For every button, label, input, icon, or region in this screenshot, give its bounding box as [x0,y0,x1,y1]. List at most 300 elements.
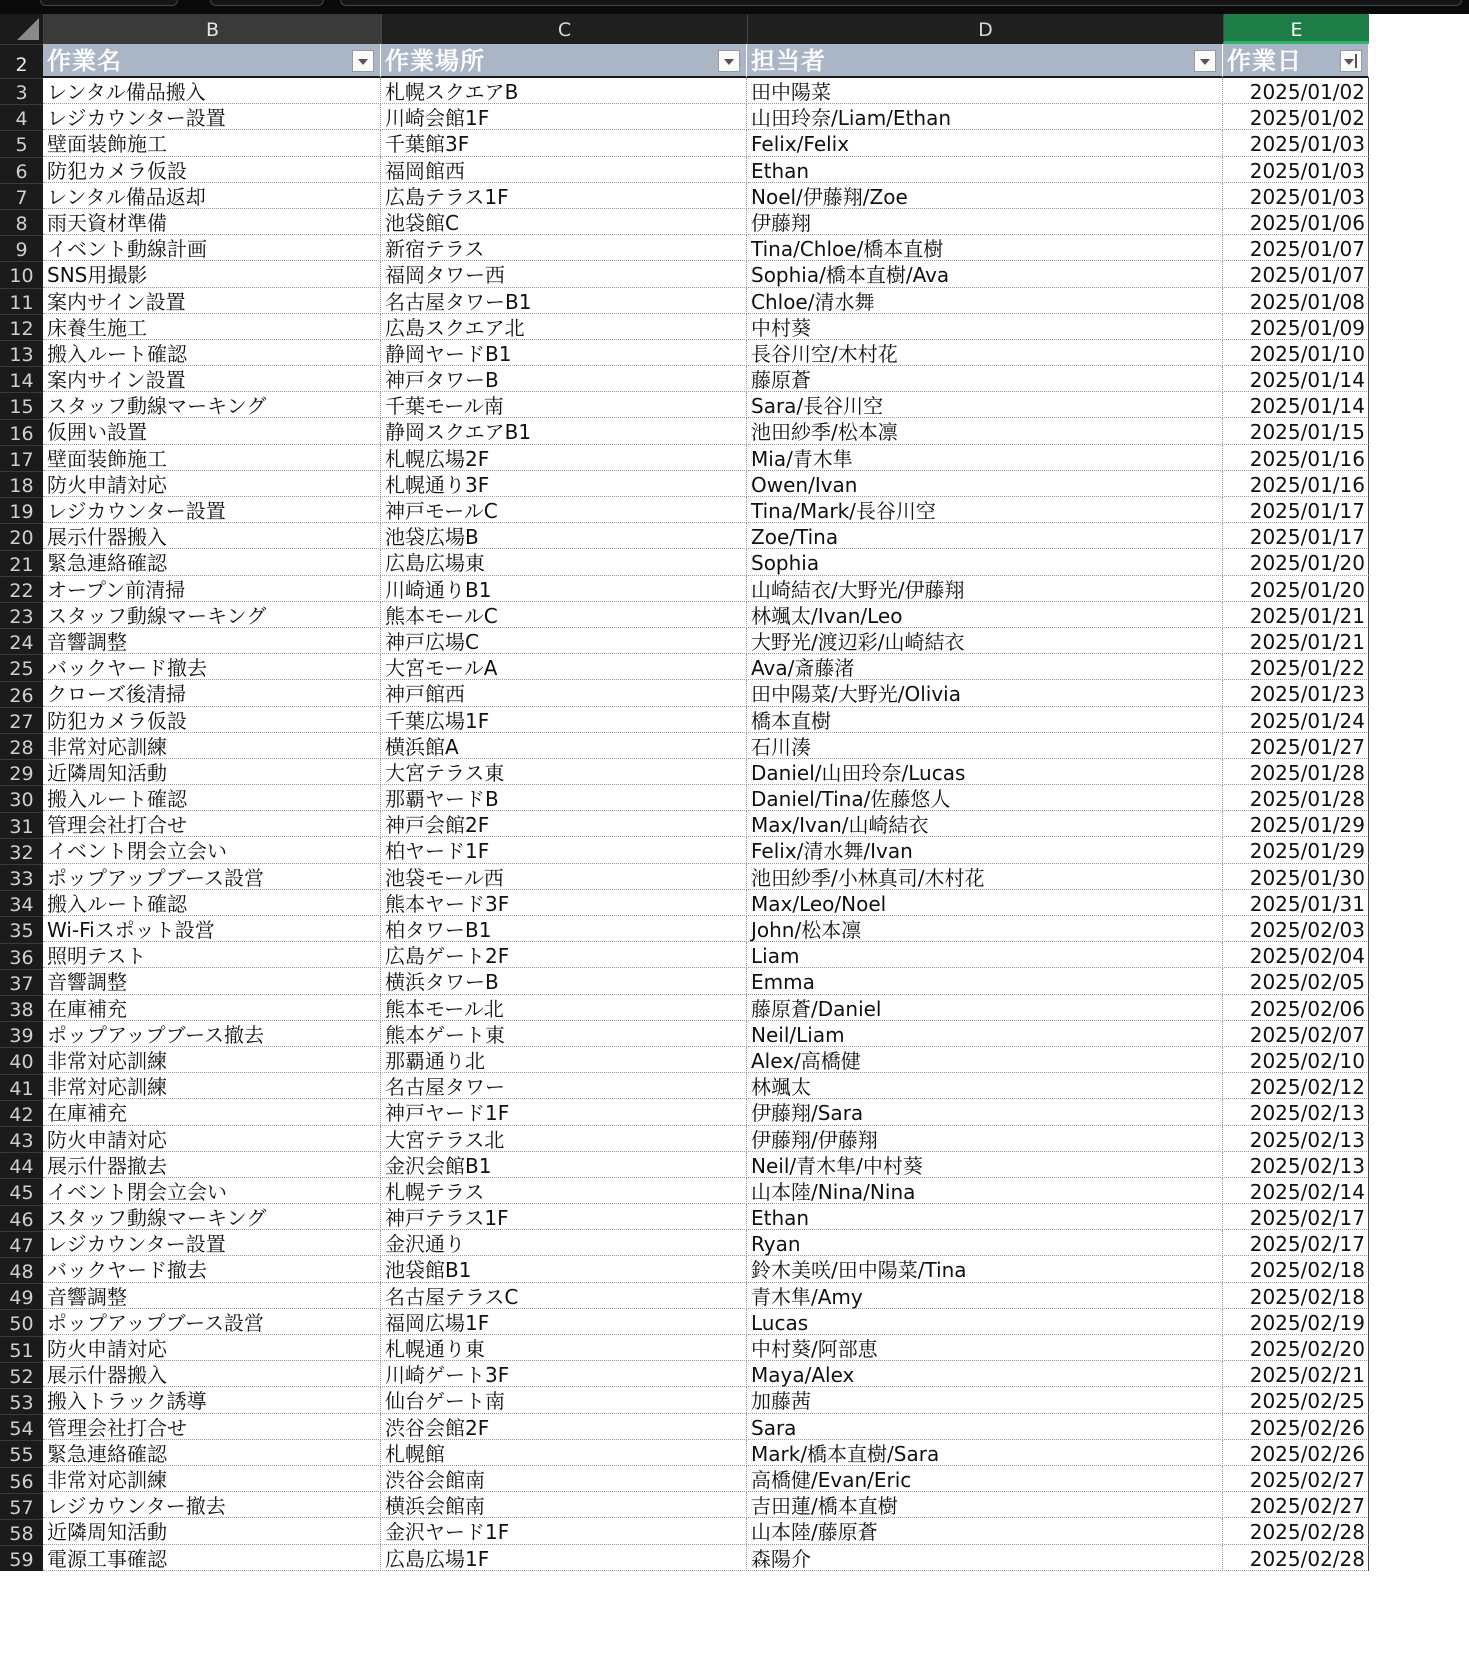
cell-location[interactable]: 金沢ヤード1F [381,1518,747,1544]
cell-staff[interactable]: Owen/Ivan [747,471,1223,497]
cell-staff[interactable]: Ava/斎藤渚 [747,654,1223,680]
row-header[interactable]: 7 [0,183,43,209]
cell-location[interactable]: 名古屋タワーB1 [381,288,747,314]
cell-location[interactable]: 札幌スクエアB [381,78,747,104]
cell-task[interactable]: レジカウンター設置 [43,104,381,130]
cell-location[interactable]: 熊本ゲート東 [381,1021,747,1047]
row-header[interactable]: 29 [0,759,43,785]
cell-date[interactable]: 2025/01/20 [1223,576,1369,602]
cell-staff[interactable]: 森陽介 [747,1545,1223,1571]
cell-location[interactable]: 神戸会館2F [381,811,747,837]
cell-task[interactable]: ポップアップブース撤去 [43,1021,381,1047]
sort-filter-button[interactable] [1340,50,1362,72]
cell-date[interactable]: 2025/01/03 [1223,157,1369,183]
cell-date[interactable]: 2025/01/21 [1223,628,1369,654]
cell-date[interactable]: 2025/02/27 [1223,1466,1369,1492]
cell-staff[interactable]: Mark/橋本直樹/Sara [747,1440,1223,1466]
cell-date[interactable]: 2025/02/26 [1223,1414,1369,1440]
cell-task[interactable]: スタッフ動線マーキング [43,1204,381,1230]
cell-date[interactable]: 2025/01/09 [1223,314,1369,340]
cell-date[interactable]: 2025/01/29 [1223,837,1369,863]
cell-location[interactable]: 神戸テラス1F [381,1204,747,1230]
cell-staff[interactable]: John/松本凛 [747,916,1223,942]
cell-location[interactable]: 池袋モール西 [381,864,747,890]
cell-date[interactable]: 2025/01/02 [1223,78,1369,104]
cell-task[interactable]: スタッフ動線マーキング [43,602,381,628]
cell-task[interactable]: 壁面装飾施工 [43,445,381,471]
cell-date[interactable]: 2025/02/21 [1223,1361,1369,1387]
cell-date[interactable]: 2025/02/06 [1223,995,1369,1021]
cell-location[interactable]: 名古屋テラスC [381,1283,747,1309]
row-header[interactable]: 55 [0,1440,43,1466]
cell-location[interactable]: 福岡館西 [381,157,747,183]
cell-location[interactable]: 神戸館西 [381,680,747,706]
cell-task[interactable]: 在庫補充 [43,1099,381,1125]
cell-date[interactable]: 2025/01/14 [1223,366,1369,392]
row-header[interactable]: 37 [0,969,43,995]
cell-date[interactable]: 2025/01/22 [1223,654,1369,680]
row-header[interactable]: 40 [0,1047,43,1073]
column-header-d[interactable]: D [747,14,1223,44]
cell-task[interactable]: バックヤード撤去 [43,1256,381,1282]
cell-date[interactable]: 2025/01/28 [1223,759,1369,785]
cell-task[interactable]: イベント閉会立会い [43,837,381,863]
cell-date[interactable]: 2025/01/31 [1223,890,1369,916]
cell-staff[interactable]: Sara [747,1414,1223,1440]
cell-location[interactable]: 広島ゲート2F [381,942,747,968]
column-header-b[interactable]: B [43,14,381,44]
cell-staff[interactable]: Sophia/橋本直樹/Ava [747,261,1223,287]
cell-staff[interactable]: Alex/高橋健 [747,1047,1223,1073]
cell-task[interactable]: オープン前清掃 [43,576,381,602]
cell-staff[interactable]: 池田紗季/小林真司/木村花 [747,864,1223,890]
toolbar-tab[interactable] [40,0,178,6]
cell-location[interactable]: 那覇ヤードB [381,785,747,811]
row-header[interactable]: 10 [0,261,43,287]
cell-task[interactable]: レンタル備品返却 [43,183,381,209]
cell-location[interactable]: 福岡タワー西 [381,261,747,287]
cell-task[interactable]: 搬入ルート確認 [43,340,381,366]
cell-date[interactable]: 2025/01/17 [1223,523,1369,549]
cell-staff[interactable]: Daniel/山田玲奈/Lucas [747,759,1223,785]
column-header-c[interactable]: C [381,14,747,44]
cell-staff[interactable]: Neil/Liam [747,1021,1223,1047]
row-header[interactable]: 43 [0,1126,43,1152]
cell-staff[interactable]: 青木隼/Amy [747,1283,1223,1309]
cell-location[interactable]: 福岡広場1F [381,1309,747,1335]
cell-location[interactable]: 神戸モールC [381,497,747,523]
row-header[interactable]: 24 [0,628,43,654]
cell-location[interactable]: 柏ヤード1F [381,837,747,863]
cell-date[interactable]: 2025/02/07 [1223,1021,1369,1047]
cell-staff[interactable]: Emma [747,968,1223,994]
row-header[interactable]: 52 [0,1362,43,1388]
toolbar-tab[interactable] [210,0,324,6]
row-header[interactable]: 3 [0,78,43,104]
cell-date[interactable]: 2025/01/02 [1223,104,1369,130]
cell-staff[interactable]: Tina/Mark/長谷川空 [747,497,1223,523]
cell-task[interactable]: 床養生施工 [43,314,381,340]
cell-date[interactable]: 2025/01/27 [1223,733,1369,759]
cell-date[interactable]: 2025/02/20 [1223,1335,1369,1361]
cell-location[interactable]: 札幌通り3F [381,471,747,497]
cell-date[interactable]: 2025/01/10 [1223,340,1369,366]
cell-date[interactable]: 2025/01/06 [1223,209,1369,235]
cell-task[interactable]: 非常対応訓練 [43,1073,381,1099]
cell-date[interactable]: 2025/02/13 [1223,1099,1369,1125]
row-header[interactable]: 47 [0,1231,43,1257]
cell-task[interactable]: 近隣周知活動 [43,1518,381,1544]
cell-date[interactable]: 2025/02/18 [1223,1256,1369,1282]
cell-location[interactable]: 横浜館A [381,733,747,759]
cell-location[interactable]: 札幌テラス [381,1178,747,1204]
cell-location[interactable]: 那覇通り北 [381,1047,747,1073]
table-row [43,1256,1369,1282]
cell-task[interactable]: レンタル備品搬入 [43,78,381,104]
cell-staff[interactable]: 伊藤翔/Sara [747,1099,1223,1125]
cell-location[interactable]: 新宿テラス [381,235,747,261]
cell-location[interactable]: 大宮テラス北 [381,1126,747,1152]
cell-task[interactable]: Wi-Fiスポット設営 [43,916,381,942]
cell-staff[interactable]: Daniel/Tina/佐藤悠人 [747,785,1223,811]
cell-task[interactable]: 展示什器撤去 [43,1152,381,1178]
cell-task[interactable]: イベント動線計画 [43,235,381,261]
cell-location[interactable]: 札幌通り東 [381,1335,747,1361]
cell-task[interactable]: 電源工事確認 [43,1545,381,1571]
cell-location[interactable]: 広島広場東 [381,549,747,575]
cell-task[interactable]: 照明テスト [43,942,381,968]
cell-task[interactable]: 防火申請対応 [43,1126,381,1152]
row-header[interactable]: 15 [0,392,43,418]
row-header[interactable]: 38 [0,995,43,1021]
cell-staff[interactable]: 池田紗季/松本凛 [747,418,1223,444]
cell-location[interactable]: 柏タワーB1 [381,916,747,942]
cell-location[interactable]: 千葉広場1F [381,707,747,733]
cell-location[interactable]: 広島スクエア北 [381,314,747,340]
cell-location[interactable]: 熊本ヤード3F [381,890,747,916]
cell-staff[interactable]: Maya/Alex [747,1361,1223,1387]
cell-task[interactable]: 壁面装飾施工 [43,130,381,156]
row-header[interactable]: 5 [0,130,43,156]
row-header[interactable]: 46 [0,1205,43,1231]
cell-location[interactable]: 千葉館3F [381,130,747,156]
row-header[interactable]: 4 [0,104,43,130]
cell-location[interactable]: 川崎通りB1 [381,576,747,602]
filter-dropdown-button[interactable] [352,50,374,72]
row-header[interactable]: 16 [0,419,43,445]
cell-location[interactable]: 渋谷会館南 [381,1466,747,1492]
row-header[interactable]: 48 [0,1257,43,1283]
row-header[interactable]: 19 [0,497,43,523]
cell-staff[interactable]: 中村葵 [747,314,1223,340]
cell-location[interactable]: 仙台ゲート南 [381,1387,747,1413]
cell-staff[interactable]: Noel/伊藤翔/Zoe [747,183,1223,209]
row-header[interactable]: 59 [0,1545,43,1571]
row-header[interactable]: 33 [0,864,43,890]
cell-staff[interactable]: 吉田蓮/橋本直樹 [747,1492,1223,1518]
cell-staff[interactable]: 山崎結衣/大野光/伊藤翔 [747,576,1223,602]
row-header[interactable]: 41 [0,1074,43,1100]
row-header[interactable]: 20 [0,523,43,549]
row-header[interactable]: 21 [0,550,43,576]
cell-location[interactable]: 横浜タワーB [381,968,747,994]
cell-staff[interactable]: Neil/青木隼/中村葵 [747,1152,1223,1178]
cell-date[interactable]: 2025/02/28 [1223,1545,1369,1571]
cell-date[interactable]: 2025/01/14 [1223,392,1369,418]
cell-staff[interactable]: 大野光/渡辺彩/山崎結衣 [747,628,1223,654]
row-header[interactable]: 26 [0,681,43,707]
row-header[interactable]: 27 [0,707,43,733]
row-header[interactable]: 23 [0,602,43,628]
cell-location[interactable]: 川崎会館1F [381,104,747,130]
cell-location[interactable]: 千葉モール南 [381,392,747,418]
cell-date[interactable]: 2025/02/17 [1223,1204,1369,1230]
row-header[interactable]: 35 [0,916,43,942]
cell-task[interactable]: 展示什器搬入 [43,523,381,549]
cell-date[interactable]: 2025/01/23 [1223,680,1369,706]
cell-date[interactable]: 2025/01/30 [1223,864,1369,890]
cell-date[interactable]: 2025/02/12 [1223,1073,1369,1099]
cell-task[interactable]: 仮囲い設置 [43,418,381,444]
row-header[interactable]: 13 [0,340,43,366]
cell-staff[interactable]: 石川湊 [747,733,1223,759]
select-all-button[interactable] [0,14,43,44]
column-header-e[interactable]: E [1223,14,1369,44]
cell-staff[interactable]: Tina/Chloe/橋本直樹 [747,235,1223,261]
cell-date[interactable]: 2025/02/25 [1223,1387,1369,1413]
cell-staff[interactable]: 加藤茜 [747,1387,1223,1413]
cell-staff[interactable]: Chloe/清水舞 [747,288,1223,314]
cell-staff[interactable]: 山本陸/藤原蒼 [747,1518,1223,1544]
cell-task[interactable]: 雨天資材準備 [43,209,381,235]
cell-task[interactable]: 非常対応訓練 [43,1047,381,1073]
cell-location[interactable]: 広島テラス1F [381,183,747,209]
cell-date[interactable]: 2025/02/04 [1223,942,1369,968]
cell-task[interactable]: 緊急連絡確認 [43,549,381,575]
cell-location[interactable]: 神戸広場C [381,628,747,654]
cell-task[interactable]: レジカウンター設置 [43,497,381,523]
cell-staff[interactable]: 藤原蒼 [747,366,1223,392]
cell-location[interactable]: 静岡ヤードB1 [381,340,747,366]
cell-date[interactable]: 2025/01/17 [1223,497,1369,523]
cell-staff[interactable]: Zoe/Tina [747,523,1223,549]
cell-location[interactable]: 広島広場1F [381,1545,747,1571]
filter-dropdown-button[interactable] [718,50,740,72]
cell-staff[interactable]: 藤原蒼/Daniel [747,995,1223,1021]
cell-date[interactable]: 2025/01/20 [1223,549,1369,575]
cell-task[interactable]: 管理会社打合せ [43,811,381,837]
filter-dropdown-button[interactable] [1194,50,1216,72]
cell-date[interactable]: 2025/02/03 [1223,916,1369,942]
cell-task[interactable]: 案内サイン設置 [43,366,381,392]
cell-location[interactable]: 名古屋タワー [381,1073,747,1099]
row-header[interactable]: 12 [0,314,43,340]
cell-location[interactable]: 熊本モール北 [381,995,747,1021]
row-header[interactable]: 58 [0,1519,43,1545]
row-header[interactable]: 44 [0,1152,43,1178]
cell-staff[interactable]: 鈴木美咲/田中陽菜/Tina [747,1256,1223,1282]
cell-location[interactable]: 金沢会館B1 [381,1152,747,1178]
cell-date[interactable]: 2025/02/19 [1223,1309,1369,1335]
row-header[interactable]: 30 [0,785,43,811]
cell-task[interactable]: 音響調整 [43,1283,381,1309]
cell-location[interactable]: 札幌館 [381,1440,747,1466]
cell-staff[interactable]: 田中陽菜/大野光/Olivia [747,680,1223,706]
cell-task[interactable]: 音響調整 [43,628,381,654]
row-header[interactable]: 2 [0,44,43,78]
row-header[interactable]: 50 [0,1309,43,1335]
cell-staff[interactable]: 林颯太/Ivan/Leo [747,602,1223,628]
cell-task[interactable]: バックヤード撤去 [43,654,381,680]
cell-location[interactable]: 大宮テラス東 [381,759,747,785]
cell-task[interactable]: 非常対応訓練 [43,1466,381,1492]
cell-staff[interactable]: Liam [747,942,1223,968]
row-header[interactable]: 11 [0,288,43,314]
cell-staff[interactable]: 田中陽菜 [747,78,1223,104]
cell-staff[interactable]: Sophia [747,549,1223,575]
cell-staff[interactable]: 高橋健/Evan/Eric [747,1466,1223,1492]
cell-task[interactable]: レジカウンター撤去 [43,1492,381,1518]
cell-staff[interactable]: 長谷川空/木村花 [747,340,1223,366]
cell-date[interactable]: 2025/02/10 [1223,1047,1369,1073]
row-header[interactable]: 34 [0,890,43,916]
cell-date[interactable]: 2025/02/17 [1223,1230,1369,1256]
cell-location[interactable]: 金沢通り [381,1230,747,1256]
row-header[interactable]: 8 [0,209,43,235]
cell-date[interactable]: 2025/01/24 [1223,707,1369,733]
cell-date[interactable]: 2025/02/05 [1223,968,1369,994]
cell-task[interactable]: 管理会社打合せ [43,1414,381,1440]
cell-task[interactable]: ポップアップブース設営 [43,1309,381,1335]
cell-location[interactable]: 神戸ヤード1F [381,1099,747,1125]
cell-location[interactable]: 池袋館C [381,209,747,235]
row-header[interactable]: 32 [0,838,43,864]
row-header[interactable]: 57 [0,1493,43,1519]
cell-staff[interactable]: 伊藤翔/伊藤翔 [747,1126,1223,1152]
cell-date[interactable]: 2025/01/07 [1223,235,1369,261]
cell-date[interactable]: 2025/01/29 [1223,811,1369,837]
row-header[interactable]: 17 [0,445,43,471]
cell-task[interactable]: 非常対応訓練 [43,733,381,759]
row-header[interactable]: 42 [0,1100,43,1126]
cell-staff[interactable]: Mia/青木隼 [747,445,1223,471]
cell-task[interactable]: 近隣周知活動 [43,759,381,785]
row-header[interactable]: 18 [0,471,43,497]
cell-task[interactable]: クローズ後清掃 [43,680,381,706]
cell-task[interactable]: 搬入ルート確認 [43,890,381,916]
cell-date[interactable]: 2025/01/08 [1223,288,1369,314]
cell-date[interactable]: 2025/02/18 [1223,1283,1369,1309]
row-header[interactable]: 51 [0,1336,43,1362]
cell-location[interactable]: 川崎ゲート3F [381,1361,747,1387]
row-header[interactable]: 6 [0,157,43,183]
row-header[interactable]: 36 [0,943,43,969]
cell-date[interactable]: 2025/02/13 [1223,1152,1369,1178]
row-header[interactable]: 31 [0,812,43,838]
table-row [43,340,1369,366]
cell-location[interactable]: 池袋館B1 [381,1256,747,1282]
cell-date[interactable]: 2025/02/26 [1223,1440,1369,1466]
cell-location[interactable]: 静岡スクエアB1 [381,418,747,444]
row-header[interactable]: 49 [0,1283,43,1309]
cell-task[interactable]: 案内サイン設置 [43,288,381,314]
cell-location[interactable]: 熊本モールC [381,602,747,628]
cell-date[interactable]: 2025/01/28 [1223,785,1369,811]
cell-date[interactable]: 2025/01/16 [1223,471,1369,497]
row-header[interactable]: 14 [0,366,43,392]
cell-task[interactable]: 展示什器搬入 [43,1361,381,1387]
row-header[interactable]: 9 [0,235,43,261]
cell-task[interactable]: 防火申請対応 [43,1335,381,1361]
row-header[interactable]: 22 [0,576,43,602]
cell-task[interactable]: レジカウンター設置 [43,1230,381,1256]
cell-staff[interactable]: Ethan [747,1204,1223,1230]
formula-bar[interactable] [340,0,1462,6]
cell-staff[interactable]: 山田玲奈/Liam/Ethan [747,104,1223,130]
cell-staff[interactable]: Sara/長谷川空 [747,392,1223,418]
cell-task[interactable]: 搬入トラック誘導 [43,1387,381,1413]
row-header[interactable]: 45 [0,1178,43,1204]
cell-staff[interactable]: Felix/清水舞/Ivan [747,837,1223,863]
row-header[interactable]: 25 [0,654,43,680]
cell-location[interactable]: 池袋広場B [381,523,747,549]
cell-task[interactable]: SNS用撮影 [43,261,381,287]
cell-task[interactable]: 防犯カメラ仮設 [43,157,381,183]
cell-task[interactable]: 音響調整 [43,968,381,994]
cell-date[interactable]: 2025/01/07 [1223,261,1369,287]
cell-location[interactable]: 大宮モールA [381,654,747,680]
row-header[interactable]: 28 [0,733,43,759]
cell-staff[interactable]: Lucas [747,1309,1223,1335]
cell-date[interactable]: 2025/02/28 [1223,1518,1369,1544]
cell-staff[interactable]: 中村葵/阿部恵 [747,1335,1223,1361]
row-header[interactable]: 54 [0,1414,43,1440]
cell-task[interactable]: 搬入ルート確認 [43,785,381,811]
cell-staff[interactable]: 伊藤翔 [747,209,1223,235]
row-header[interactable]: 53 [0,1388,43,1414]
cell-date[interactable]: 2025/01/15 [1223,418,1369,444]
cell-staff[interactable]: 山本陸/Nina/Nina [747,1178,1223,1204]
row-header[interactable]: 56 [0,1467,43,1493]
cell-date[interactable]: 2025/01/03 [1223,183,1369,209]
cell-date[interactable]: 2025/02/27 [1223,1492,1369,1518]
cell-task[interactable]: 防火申請対応 [43,471,381,497]
cell-location[interactable]: 渋谷会館2F [381,1414,747,1440]
cell-staff[interactable]: Ethan [747,157,1223,183]
row-header[interactable]: 39 [0,1021,43,1047]
cell-staff[interactable]: Ryan [747,1230,1223,1256]
cell-date[interactable]: 2025/01/16 [1223,445,1369,471]
cell-task[interactable]: イベント閉会立会い [43,1178,381,1204]
cell-task[interactable]: スタッフ動線マーキング [43,392,381,418]
cell-location[interactable]: 神戸タワーB [381,366,747,392]
cell-task[interactable]: 在庫補充 [43,995,381,1021]
cell-staff[interactable]: Max/Leo/Noel [747,890,1223,916]
cell-staff[interactable]: 林颯太 [747,1073,1223,1099]
cell-staff[interactable]: Felix/Felix [747,130,1223,156]
cell-date[interactable]: 2025/02/14 [1223,1178,1369,1204]
cell-location[interactable]: 札幌広場2F [381,445,747,471]
cell-staff[interactable]: 橋本直樹 [747,707,1223,733]
cell-task[interactable]: ポップアップブース設営 [43,864,381,890]
cell-date[interactable]: 2025/01/03 [1223,130,1369,156]
cell-task[interactable]: 防犯カメラ仮設 [43,707,381,733]
cell-task[interactable]: 緊急連絡確認 [43,1440,381,1466]
cell-date[interactable]: 2025/02/13 [1223,1126,1369,1152]
cell-date[interactable]: 2025/01/21 [1223,602,1369,628]
cell-staff[interactable]: Max/Ivan/山崎結衣 [747,811,1223,837]
cell-location[interactable]: 横浜会館南 [381,1492,747,1518]
